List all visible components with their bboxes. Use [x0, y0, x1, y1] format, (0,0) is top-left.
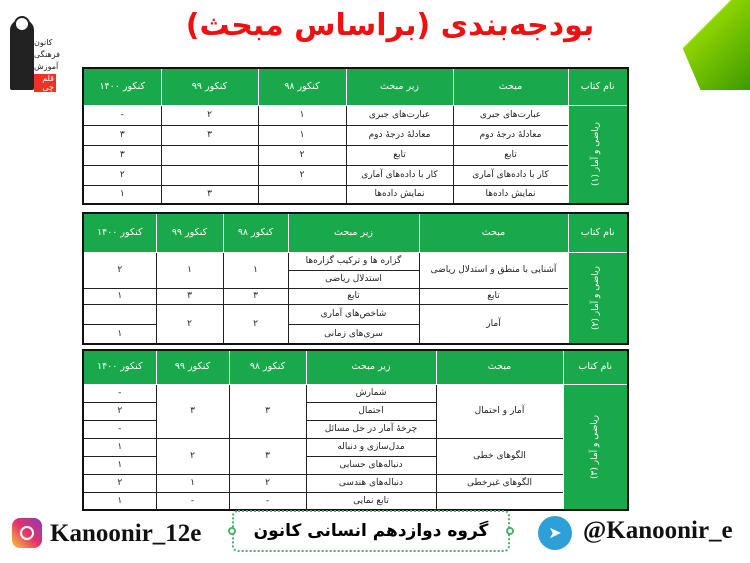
book-name-cell	[568, 105, 628, 204]
column-header: کنکور ۹۸	[258, 68, 346, 105]
dot-icon	[228, 527, 236, 535]
table-cell: ۳	[156, 288, 223, 304]
table-row	[83, 474, 628, 492]
book-name-cell	[563, 384, 628, 510]
column-header: نام کتاب	[563, 350, 628, 384]
logo-text: کانون	[34, 38, 53, 47]
table-cell: نمایش داده‌ها	[346, 185, 453, 204]
table-row	[83, 384, 628, 402]
budget-table-3	[82, 349, 629, 511]
table-cell: دنباله‌های هندسی	[306, 474, 436, 492]
table-cell: ۱	[83, 185, 161, 204]
telegram-handle[interactable]: @Kanoonir_e	[583, 517, 733, 544]
budget-table-2	[82, 212, 629, 345]
table-cell: -	[83, 420, 156, 438]
table-cell: ۱	[83, 288, 156, 304]
table-cell: معادلهٔ درجهٔ دوم	[453, 125, 568, 145]
logo-text: قلم چی	[34, 74, 56, 92]
table-cell: ۳	[229, 438, 306, 474]
table-cell	[258, 185, 346, 204]
table-cell: تابع نمایی	[306, 492, 436, 510]
header-row	[83, 68, 628, 105]
table-cell: معادلهٔ درجهٔ دوم	[346, 125, 453, 145]
table-row	[83, 165, 628, 185]
table-cell: ۱	[83, 324, 156, 344]
table-cell: عبارت‌های جبری	[453, 105, 568, 125]
table-cell: تابع	[346, 145, 453, 165]
table-cell: سری‌های زمانی	[288, 324, 419, 344]
column-header: کنکور ۱۴۰۰	[83, 68, 161, 105]
book-name: ریاضی و آمار (۲)	[591, 265, 602, 330]
table-cell: ۲	[83, 252, 156, 288]
kanoon-logo	[6, 14, 60, 94]
table-cell: ۱	[156, 474, 229, 492]
table-cell: عبارت‌های جبری	[346, 105, 453, 125]
table-cell	[161, 165, 258, 185]
table-cell: تابع	[419, 288, 568, 304]
column-header: نام کتاب	[568, 213, 628, 252]
header-row	[83, 350, 628, 384]
banner-text: گروه دوازدهم انسانی کانون	[253, 521, 489, 541]
corner-decoration	[640, 0, 750, 90]
table-cell: ۳	[156, 384, 229, 438]
table-cell: شمارش	[306, 384, 436, 402]
table-cell: ۲	[156, 438, 229, 474]
table-cell: ۳	[223, 288, 288, 304]
table-cell	[436, 492, 563, 510]
table-cell: ۲	[83, 402, 156, 420]
table-cell: ۲	[258, 145, 346, 165]
instagram-icon[interactable]	[12, 518, 42, 548]
logo-text: آموزش	[34, 62, 59, 71]
table-cell: احتمال	[306, 402, 436, 420]
table-row	[83, 288, 628, 304]
table-cell	[161, 145, 258, 165]
table-row	[83, 125, 628, 145]
column-header: مبحث	[436, 350, 563, 384]
telegram-icon[interactable]: ➤	[538, 516, 572, 550]
book-name: ریاضی و آمار (۱)	[591, 122, 602, 187]
book-name-cell	[568, 252, 628, 344]
column-header: کنکور ۹۸	[229, 350, 306, 384]
table-cell: ۱	[223, 252, 288, 288]
column-header: مبحث	[453, 68, 568, 105]
table-cell: -	[83, 105, 161, 125]
header-row	[83, 213, 628, 252]
table-cell: تابع	[288, 288, 419, 304]
column-header: زیر مبحث	[346, 68, 453, 105]
table-row	[83, 252, 628, 270]
table-cell: ۲	[161, 105, 258, 125]
table-cell	[83, 304, 156, 324]
column-header: زیر مبحث	[306, 350, 436, 384]
table-row	[83, 438, 628, 456]
table-cell: ۲	[156, 304, 223, 344]
column-header: کنکور ۹۸	[223, 213, 288, 252]
table-cell: ۳	[161, 125, 258, 145]
table-cell: کار با داده‌های آماری	[346, 165, 453, 185]
table-cell: ۲	[83, 474, 156, 492]
column-header: کنکور ۱۴۰۰	[83, 350, 156, 384]
table-cell: ۳	[83, 145, 161, 165]
column-header: کنکور ۹۹	[156, 213, 223, 252]
table-cell: ۳	[161, 185, 258, 204]
table-cell: ۲	[258, 165, 346, 185]
table-cell: ۲	[83, 165, 161, 185]
table-cell: استدلال ریاضی	[288, 270, 419, 288]
table-cell: ۱	[83, 492, 156, 510]
column-header: کنکور ۹۹	[161, 68, 258, 105]
table-cell: ۲	[223, 304, 288, 344]
page-title: بودجه‌بندی (براساس مبحث)	[185, 8, 595, 43]
table-cell: ۳	[83, 125, 161, 145]
table-cell: گزاره ها و ترکیب گزاره‌ها	[288, 252, 419, 270]
table-cell: ۱	[156, 252, 223, 288]
table-cell: الگوهای غیرخطی	[436, 474, 563, 492]
table-cell: ۳	[229, 384, 306, 438]
table-cell: مدل‌سازی و دنباله	[306, 438, 436, 456]
column-header: مبحث	[419, 213, 568, 252]
table-cell: آمار	[419, 304, 568, 344]
table-cell: آمار و احتمال	[436, 384, 563, 438]
table-cell: چرخهٔ آمار در حل مسائل	[306, 420, 436, 438]
table-row	[83, 304, 628, 324]
table-cell: ۱	[258, 125, 346, 145]
table-cell: آشنایی با منطق و استدلال ریاضی	[419, 252, 568, 288]
logo-text: فرهنگی	[34, 50, 60, 59]
table-cell: کار با داده‌های آماری	[453, 165, 568, 185]
table-cell: ۱	[258, 105, 346, 125]
table-row	[83, 185, 628, 204]
table-cell: -	[156, 492, 229, 510]
table-row	[83, 105, 628, 125]
table-row	[83, 145, 628, 165]
table-row	[83, 492, 628, 510]
group-banner	[232, 510, 510, 552]
column-header: کنکور ۱۴۰۰	[83, 213, 156, 252]
table-cell: -	[83, 384, 156, 402]
table-cell: -	[229, 492, 306, 510]
dot-icon	[506, 527, 514, 535]
graduate-head-icon	[14, 16, 30, 32]
table-cell: دنباله‌های حسابی	[306, 456, 436, 474]
table-cell: شاخص‌های آماری	[288, 304, 419, 324]
table-cell: الگوهای خطی	[436, 438, 563, 474]
table-cell: نمایش داده‌ها	[453, 185, 568, 204]
budget-table-1	[82, 67, 629, 205]
book-name: ریاضی و آمار (۳)	[590, 414, 601, 479]
table-cell: ۲	[229, 474, 306, 492]
table-cell: تابع	[453, 145, 568, 165]
column-header: نام کتاب	[568, 68, 628, 105]
table-cell: ۱	[83, 456, 156, 474]
table-cell: ۱	[83, 438, 156, 456]
column-header: کنکور ۹۹	[156, 350, 229, 384]
instagram-handle[interactable]: Kanoonir_12e	[50, 520, 202, 547]
column-header: زیر مبحث	[288, 213, 419, 252]
